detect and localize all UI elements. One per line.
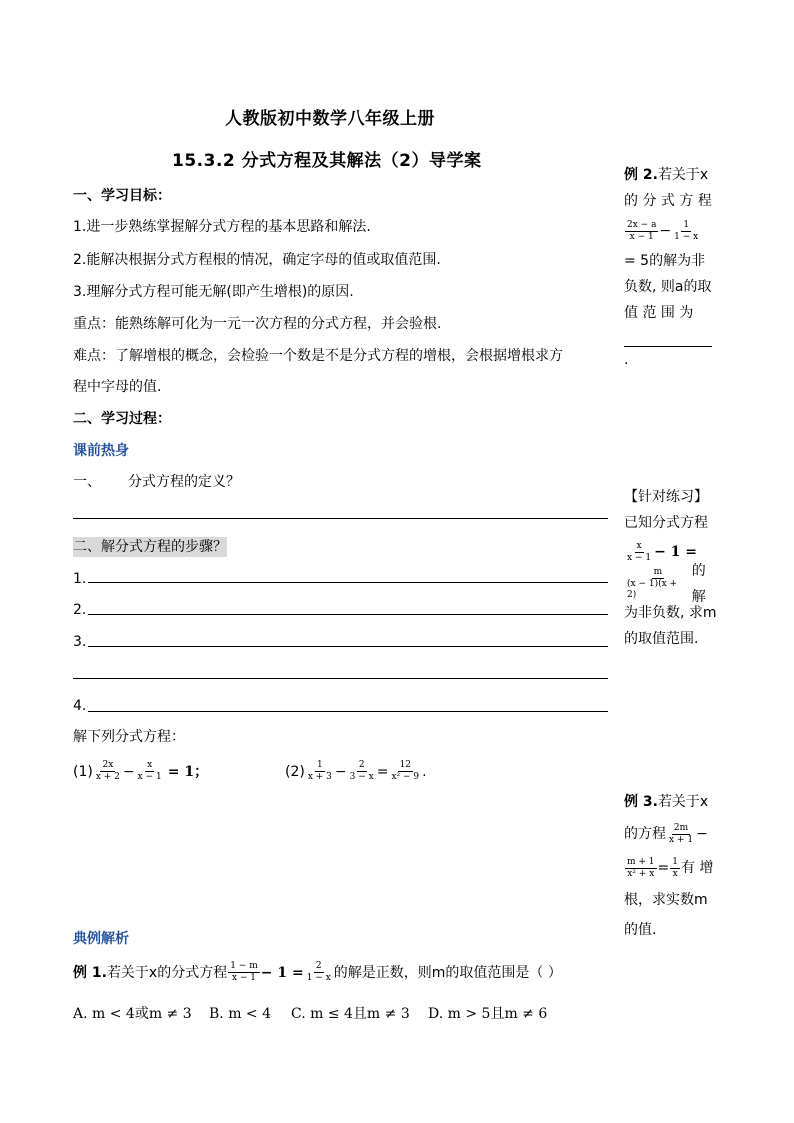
step-1-line xyxy=(88,582,608,583)
equation-1-label: (1) xyxy=(73,763,93,780)
examples-heading: 典例解析 xyxy=(73,931,129,947)
solve-instruction: 解下列分式方程： xyxy=(73,729,185,745)
question-2-text: 二、解分式方程的步骤？ xyxy=(73,539,227,555)
option-b: B. m < 4 xyxy=(209,1006,272,1022)
option-d: D. m > 5且m ≠ 6 xyxy=(428,1006,548,1022)
doc-subtitle: 15.3.2 分式方程及其解法（2）导学案 xyxy=(172,151,482,171)
example-1: 例 1. 若关于x的分式方程 $\frac{1 - m}{x - 1}$ − 1 = $\frac{2}{1 - x}$ 的解是正数，则m的取值范围是（ ） xyxy=(73,961,562,983)
fraction: $\frac{12}{\text{x² − 9}}$ xyxy=(391,760,420,782)
fraction: $\frac{2}{1 - x}$ xyxy=(306,961,331,983)
difficult-point-line1: 难点：了解增根的概念，会检验一个数是不是分式方程的增根，会根据增根求方 xyxy=(73,348,563,364)
fraction: $\frac{2}{3 - x}$ xyxy=(349,760,374,782)
question-1-number: 一、 xyxy=(73,474,101,490)
step-4-label: 4. xyxy=(73,698,87,714)
fill-in-blank xyxy=(624,326,712,347)
example-2: 例 2.若关于x 的 分 式 方 程 $\frac{2x - a}{x - 1}$ − $\frac{1}{1 - x}$ = 5的解为非 负数, 则a的取 值 范 围 为 . xyxy=(624,167,712,368)
warmup-heading: 课前热身 xyxy=(73,443,129,459)
key-point: 重点：能熟练解可化为一元一次方程的分式方程，并会验根. xyxy=(73,316,442,332)
goal-2: 2.能解决根据分式方程根的情况，确定字母的值或取值范围. xyxy=(73,252,441,268)
fraction: $\frac{1 - m}{x - 1}$ xyxy=(230,961,258,983)
answer-line xyxy=(73,518,608,519)
section-process-heading: 二、学习过程： xyxy=(73,411,171,427)
goal-1: 1.进一步熟练掌握解分式方程的基本思路和解法. xyxy=(73,219,371,235)
step-2-line xyxy=(88,614,608,615)
step-3-label: 3. xyxy=(73,634,87,650)
fraction: $\frac{x}{x - 1}$ xyxy=(137,760,162,782)
equation-2-label: (2) xyxy=(285,763,305,780)
step-3-line-2 xyxy=(73,678,608,679)
goal-3: 3.理解分式方程可能无解(即产生增根)的原因. xyxy=(73,284,354,300)
example-3: 例 3.若关于x 的方程 $\frac{2m}{x + 1}$ − $\frac{m + 1}{\text{x² + x}}$ = $\frac{1}{x}$ 有 增 根，求实数m 的值. xyxy=(624,794,714,938)
step-2-label: 2. xyxy=(73,602,87,618)
step-3-line xyxy=(88,646,608,647)
section-goals-heading: 一、学习目标： xyxy=(73,188,171,204)
fraction: $\frac{2x}{x + 2}$ xyxy=(95,760,120,782)
practice-exercise: 【针对练习】 已知分式方程 $\frac{x}{x - 1}$ − 1 = $\frac{m}{(x - 1)(x + 2)}$ 的 解 为非负数, 求m 的取值范围. xyxy=(624,489,717,647)
option-a: A. m < 4或m ≠ 3 xyxy=(73,1006,192,1022)
step-1-label: 1. xyxy=(73,571,87,587)
fraction: $\frac{1}{x + 3}$ xyxy=(307,760,332,782)
difficult-point-line2: 程中字母的值. xyxy=(73,379,162,395)
equation-2: (2) $\frac{1}{x + 3}$ − $\frac{2}{3 - x}$ = $\frac{12}{\text{x² − 9}}$ . xyxy=(285,760,427,782)
question-1-text: 分式方程的定义？ xyxy=(128,474,240,490)
equation-1: (1) $\frac{2x}{x + 2}$ − $\frac{x}{x - 1}$ = 1； xyxy=(73,760,209,782)
option-c: C. m ≤ 4且m ≠ 3 xyxy=(291,1006,410,1022)
step-4-line xyxy=(88,711,608,712)
doc-title: 人教版初中数学八年级上册 xyxy=(225,109,435,129)
